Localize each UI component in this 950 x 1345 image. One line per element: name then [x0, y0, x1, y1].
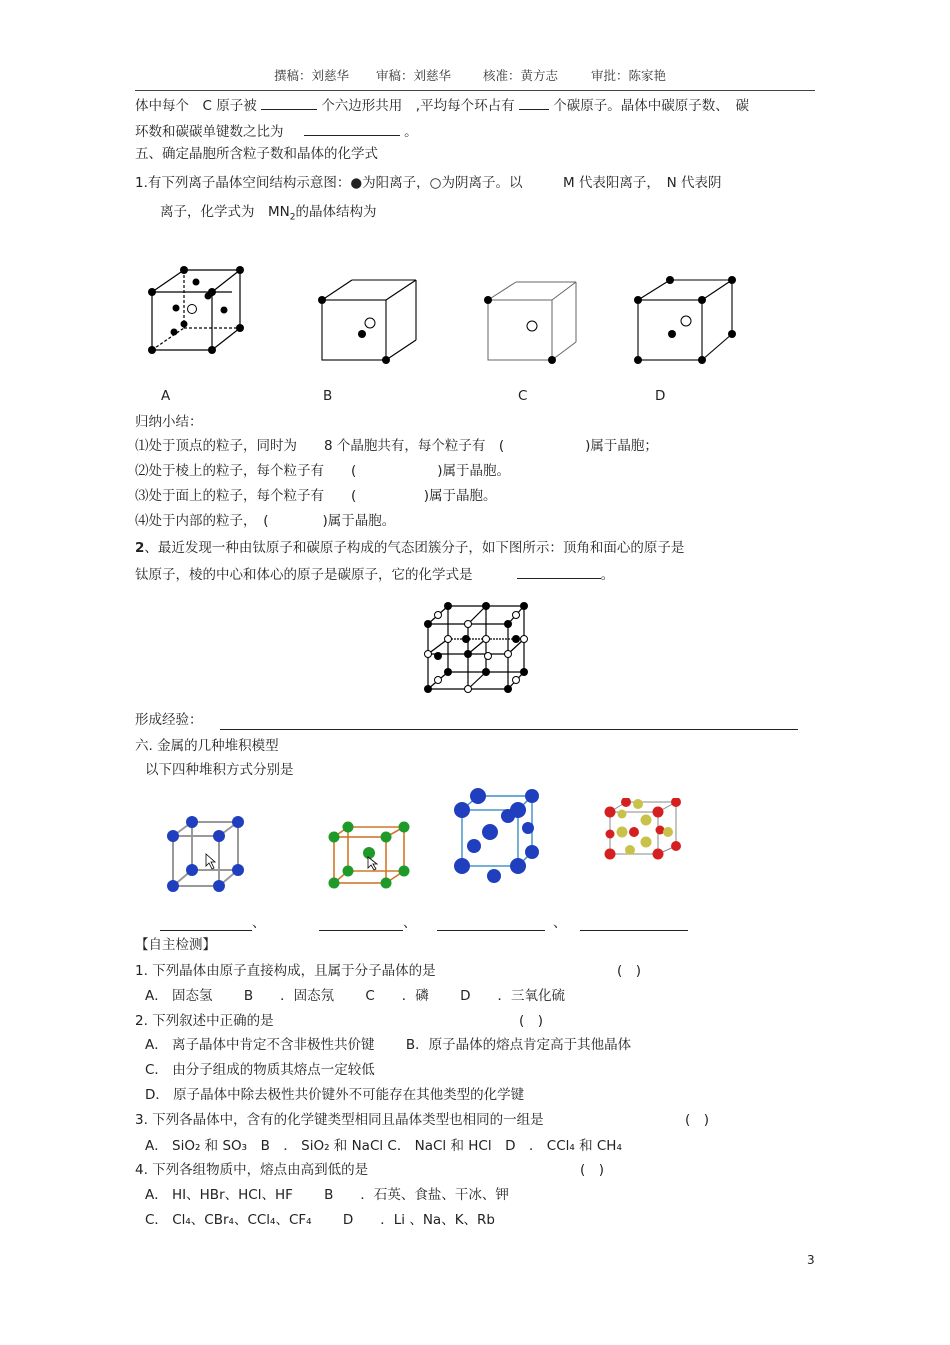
- summary-item-3: ⑶处于面上的粒子，每个粒子有 ( )属于晶胞。: [135, 488, 497, 504]
- blank-packing-3[interactable]: [437, 930, 545, 931]
- section6-subtitle: 以下四种堆积方式分别是: [145, 762, 294, 778]
- summary-title: 归纳小结：: [135, 414, 203, 430]
- q2-line1: [135, 542, 684, 556]
- q2-line2: [135, 566, 614, 583]
- selfcheck-q4-option-cd: C． Cl₄、CBr₄、CCl₄、CF₄ D ．Li 、Na、K、Rb: [145, 1212, 495, 1228]
- blank-hexagon-count[interactable]: [261, 97, 317, 110]
- packing-face-centered: [448, 788, 543, 888]
- intro-line2: [135, 123, 418, 140]
- selfcheck-q3-options: A． SiO₂ 和 SO₃ B ． SiO₂ 和 NaCl C． NaCl 和 HCl D ． CCl₄ 和 CH₄: [145, 1138, 622, 1154]
- selfcheck-q2: 2. 下列叙述中正确的是: [135, 1013, 274, 1029]
- selfcheck-q2-answer[interactable]: ( ): [519, 1013, 544, 1029]
- fig-label-c: C: [518, 388, 528, 404]
- blank-packing-1[interactable]: [160, 930, 252, 931]
- separator-3: 、: [553, 915, 567, 931]
- header-checker: 核准：黄方志: [483, 68, 559, 83]
- blank-packing-4[interactable]: [580, 930, 688, 931]
- selfcheck-q4-option-ab: A． HI、HBr、HCl、HF B ．石英、食盐、干冰、钾: [145, 1187, 509, 1203]
- selfcheck-q1-answer[interactable]: ( ): [617, 963, 642, 979]
- fig-label-b: B: [323, 388, 333, 404]
- q1-subscript: 2: [289, 212, 296, 223]
- blank-packing-2[interactable]: [319, 930, 403, 931]
- summary-item-2: ⑵处于棱上的粒子，每个粒子有 ( )属于晶胞。: [135, 463, 511, 479]
- fig-label-a: A: [161, 388, 171, 404]
- selfcheck-q2-option-d: D． 原子晶体中除去极性共价键外不可能存在其他类型的化学键: [145, 1087, 525, 1103]
- selfcheck-q3: 3. 下列各晶体中，含有的化学键类型相同且晶体类型也相同的一组是: [135, 1112, 544, 1128]
- q1-line1: 1.有下列离子晶体空间结构示意图：●为阳离子，○为阴离子。以 M 代表阳离子， N 代表阴: [135, 175, 722, 191]
- q2-end: 。: [600, 567, 615, 583]
- header-reviewer: 审稿：刘慈华: [376, 68, 452, 83]
- blank-experience[interactable]: [220, 729, 798, 730]
- separator-1: 、: [252, 915, 266, 931]
- packing-body-centered: [322, 815, 417, 895]
- intro-text-2b: 。: [404, 124, 418, 140]
- selfcheck-q2-option-ab: A． 离子晶体中肯定不含非极性共价键 B．原子晶体的熔点肯定高于其他晶体: [145, 1037, 632, 1053]
- q1-text-2a: 离子，化学式为 MN: [160, 204, 290, 220]
- header-rule: [135, 90, 815, 91]
- blank-cluster-formula[interactable]: [517, 566, 601, 579]
- selfcheck-q2-option-c: C． 由分子组成的物质其熔点一定较低: [145, 1062, 375, 1078]
- intro-line1: [135, 97, 749, 114]
- crystal-figure-c: [478, 272, 588, 367]
- ti-c-cluster-figure: [418, 594, 533, 700]
- section5-title: 五、确定晶胞所含粒子数和晶体的化学式: [135, 146, 378, 162]
- q1-line2: [160, 206, 376, 223]
- crystal-figure-b: [312, 272, 422, 367]
- page-number: 3: [807, 1253, 815, 1267]
- selfcheck-q4: 4. 下列各组物质中，熔点由高到低的是: [135, 1162, 369, 1178]
- intro-text-2a: 环数和碳碳单键数之比为: [135, 124, 284, 140]
- selfcheck-title: 【自主检测】: [135, 937, 216, 953]
- header-author: 撰稿：刘慈华: [274, 68, 350, 83]
- selfcheck-q4-answer[interactable]: ( ): [580, 1162, 605, 1178]
- packing-hexagonal: [600, 798, 690, 870]
- selfcheck-q3-answer[interactable]: ( ): [685, 1112, 710, 1128]
- header-approver: 审批：陈家艳: [591, 68, 667, 83]
- section6-title: 六. 金属的几种堆积模型: [135, 738, 279, 754]
- separator-2: 、: [403, 915, 417, 931]
- experience-label: 形成经验：: [135, 712, 203, 728]
- q2-text-1: 、最近发现一种由钛原子和碳原子构成的气态团簇分子，如下图所示：顶角和面心的原子是: [144, 540, 685, 556]
- selfcheck-q1: 1. 下列晶体由原子直接构成，且属于分子晶体的是: [135, 963, 436, 979]
- selfcheck-q1-options: A． 固态氢 B ．固态氖 C ．磷 D ．三氧化硫: [145, 988, 565, 1004]
- crystal-figure-a: [140, 262, 250, 362]
- fig-label-d: D: [655, 388, 666, 404]
- q2-number: 2: [135, 540, 145, 556]
- q2-text-2: 钛原子，棱的中心和体心的原子是碳原子，它的化学式是: [135, 567, 473, 583]
- summary-item-1: ⑴处于顶点的粒子，同时为 8 个晶胞共有，每个粒子有 ( )属于晶胞；: [135, 438, 658, 454]
- packing-simple-cubic: [158, 808, 253, 898]
- q1-text-2b: 的晶体结构为: [295, 204, 377, 220]
- intro-text-1c: 个碳原子。晶体中碳原子数、 碳: [553, 98, 749, 114]
- blank-carbon-per-ring[interactable]: [519, 97, 549, 110]
- intro-text-1b: 个六边形共用 ,平均每个环占有: [321, 98, 515, 114]
- summary-item-4: ⑷处于内部的粒子， ( )属于晶胞。: [135, 513, 396, 529]
- blank-ratio[interactable]: [304, 123, 400, 136]
- crystal-figure-d: [628, 272, 743, 367]
- intro-text-1a: 体中每个 C 原子被: [135, 98, 257, 114]
